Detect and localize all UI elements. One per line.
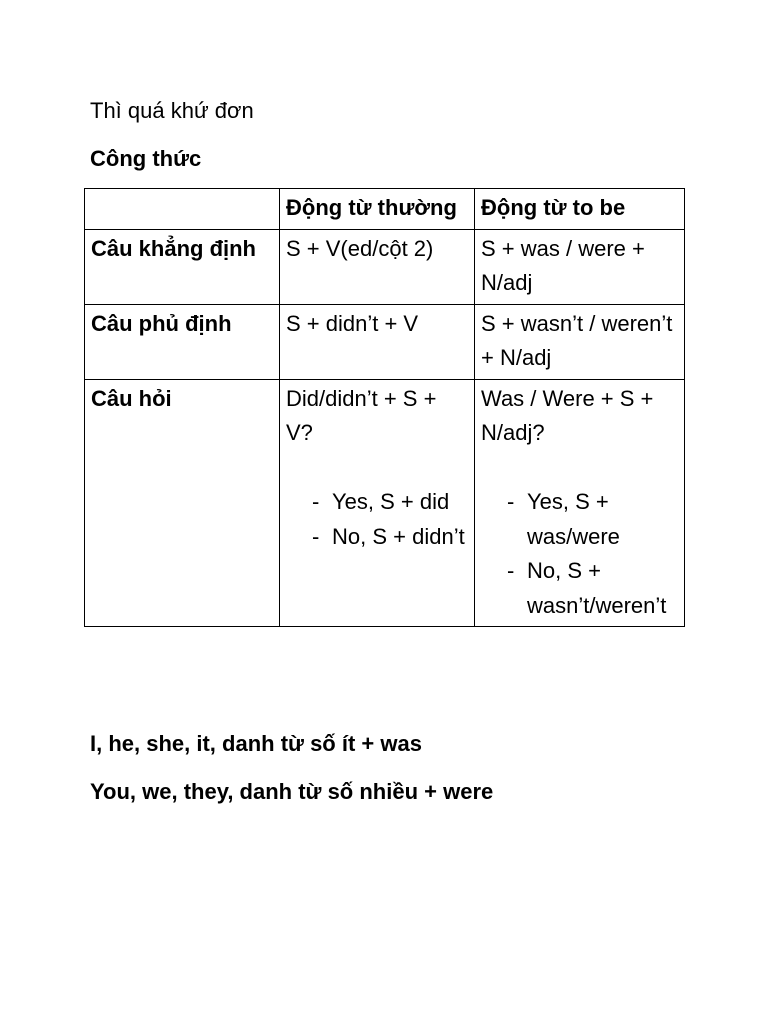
cell-negative-regular: S + didn’t + V — [280, 304, 475, 379]
table-header-row — [85, 189, 685, 230]
table-header-cell-empty — [85, 189, 280, 230]
question-to-be-formula: Was / Were + S + N/adj? — [481, 385, 654, 445]
document-title: Thì quá khứ đơn — [90, 98, 254, 123]
cell-question-regular — [280, 379, 475, 627]
answer-no-regular: No, S + didn’t — [332, 523, 465, 549]
spacer — [481, 451, 678, 486]
table-row — [85, 229, 685, 304]
cell-affirmative-regular: S + V(ed/cột 2) — [280, 229, 475, 304]
section-heading: Công thức — [90, 146, 202, 171]
answer-yes-to-be: Yes, S + was/were — [527, 489, 620, 549]
list-item — [312, 485, 468, 520]
spacer — [286, 451, 468, 486]
table-row — [85, 304, 685, 379]
list-item — [507, 485, 678, 554]
dash-bullet: - — [312, 523, 320, 549]
list-item — [312, 520, 468, 555]
grammar-table — [84, 188, 685, 627]
cell-negative-to-be: S + wasn’t / weren’t + N/adj — [475, 304, 685, 379]
question-regular-formula: Did/didn’t + S + V? — [286, 385, 437, 445]
note-plural: You, we, they, danh từ số nhiều + were — [90, 779, 494, 804]
cell-affirmative-to-be: S + was / were + N/adj — [475, 229, 685, 304]
dash-bullet: - — [507, 558, 515, 583]
dash-bullet: - — [312, 489, 320, 514]
note-singular: I, he, she, it, danh từ số ít + was — [90, 731, 422, 756]
dash-bullet: - — [507, 489, 515, 514]
cell-question-to-be — [475, 379, 685, 627]
table-header-cell-regular-verb: Động từ thường — [280, 189, 475, 230]
answer-list-to-be — [481, 485, 678, 623]
list-item — [507, 554, 678, 623]
answer-yes-regular: Yes, S + did — [332, 489, 450, 514]
answer-list-regular — [286, 485, 468, 554]
row-label-affirmative: Câu khẳng định — [85, 229, 280, 304]
row-label-question: Câu hỏi — [85, 379, 280, 627]
table-header-cell-to-be: Động từ to be — [475, 189, 685, 230]
table-row — [85, 379, 685, 627]
row-label-negative: Câu phủ định — [85, 304, 280, 379]
answer-no-to-be: No, S + wasn’t/weren’t — [527, 558, 667, 618]
